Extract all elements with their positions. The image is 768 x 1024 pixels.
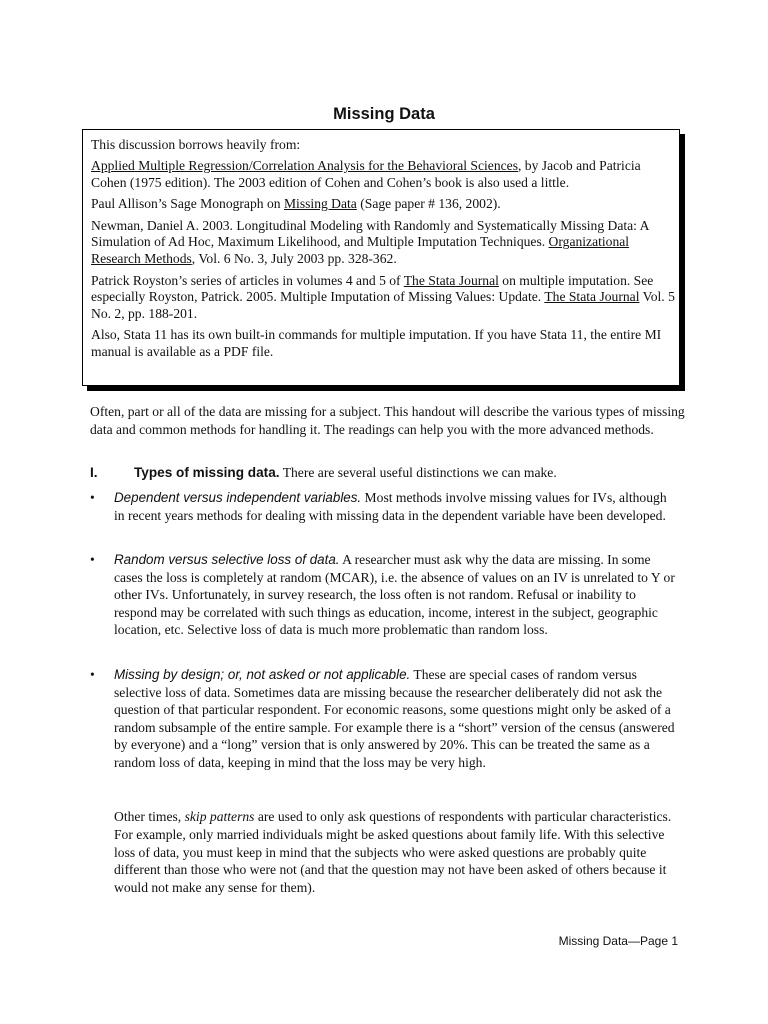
skip-pre: Other times, — [114, 809, 185, 824]
bullet-item-design — [90, 666, 690, 772]
source-allison — [91, 196, 675, 213]
skip-post: are used to only ask questions of respondents with particular characteristics. For example, only married individuals might be asked questions about family life. With this selective loss of data, you must keep in mind that the subjects who were asked questions are probably quite different than those who were not (and that the question may not have been asked of others because it would not make any sense for them). — [114, 809, 672, 896]
newman-post: , Vol. 6 No. 3, July 2003 pp. 328-362. — [191, 251, 397, 267]
bullet-item-dependent — [90, 489, 690, 524]
bullet-text — [114, 666, 680, 772]
cohen-book-title: Applied Multiple Regression/Correlation Analysis for the Behavioral Sciences — [91, 158, 518, 174]
bullet-body: These are special cases of random versus selective loss of data. Sometimes data are missing because the researcher deliberately did not ask the question of that particular respondent. For economic reasons, some questions might only be asked of a random subsample of the entire sample. For example there is a “short” version of the census (answered by everyone) and a “long” version that is only answered by 20%. This can be treated the same as a random loss of data, keeping in mind that the loss may be very high. — [114, 667, 675, 770]
section-number: I. — [90, 465, 98, 480]
skip-emphasis: skip patterns — [184, 809, 255, 824]
bullet-body: A researcher must ask why the data are missing. In some cases the loss is completely at random (MCAR), i.e. the absence of values on an IV is unrelated to Y or other IVs. Unfortunately, in survey research, the loss often is not random. Refusal or inability to respond may be correlated with such things as education, income, interest in the subject, geographic location, etc. Selective loss of data is much more problematic than random loss. — [114, 552, 675, 638]
page-title: Missing Data — [333, 105, 435, 123]
royston-post: Vol. 5 No. 2, pp. 188-201. — [91, 289, 675, 322]
page-footer: Missing Data—Page 1 — [558, 934, 678, 948]
source-royston — [91, 273, 675, 323]
intro-text: Often, part or all of the data are missing for a subject. This handout will describe the various types of missing data and common methods for handling it. The readings can help you with the more advanced methods. — [90, 404, 685, 437]
bullet-icon: • — [90, 667, 95, 682]
section-title: Types of missing data. — [134, 465, 280, 480]
skip-patterns-paragraph — [114, 808, 684, 897]
bullet-lead: Missing by design; or, not asked or not applicable. — [114, 667, 411, 682]
allison-pre: Paul Allison’s Sage Monograph on — [91, 196, 284, 212]
bullet-item-random — [90, 551, 690, 639]
bullet-text — [114, 489, 680, 524]
source-newman — [91, 218, 675, 268]
royston-journal-2: The Stata Journal — [544, 289, 640, 305]
newman-journal: Organizational Research Methods — [91, 234, 630, 267]
cohen-details: , by Jacob and Patricia Cohen (1975 edition). The 2003 edition of Cohen and Cohen’s book is also used a little. — [91, 158, 641, 191]
bullet-icon: • — [90, 552, 95, 567]
allison-post: (Sage paper # 136, 2002). — [356, 196, 501, 212]
section-heading-1 — [90, 464, 690, 481]
section-intro-text: There are several useful distinctions we can make. — [279, 465, 557, 480]
bullet-text — [114, 551, 680, 639]
sources-intro: This discussion borrows heavily from: — [91, 137, 301, 152]
bullet-lead: Random versus selective loss of data. — [114, 552, 340, 567]
source-stata: Also, Stata 11 has its own built-in commands for multiple imputation. If you have Stata 11, the entire MI manual is available as a PDF file. — [91, 327, 662, 360]
sources-box — [82, 129, 680, 386]
royston-journal-1: The Stata Journal — [403, 272, 499, 288]
royston-mid: on multiple imputation. See especially Royston, Patrick. 2005. Multiple Imputation of Missing Values: Update. — [91, 272, 654, 305]
bullet-lead: Dependent versus independent variables. — [114, 490, 362, 505]
royston-pre: Patrick Royston’s series of articles in volumes 4 and 5 of — [91, 272, 404, 288]
bullet-body: Most methods involve missing values for IVs, although in recent years methods for dealing with missing data in the dependent variable have been developed. — [114, 490, 667, 523]
source-cohen — [91, 158, 675, 192]
newman-pre: Newman, Daniel A. 2003. Longitudinal Modeling with Randomly and Systematically Missing Data: A Simulation of Ad Hoc, Maximum Likelihood, and Multiple Imputation Techniques. — [91, 217, 649, 250]
intro-paragraph — [90, 403, 690, 438]
bullet-icon: • — [90, 490, 95, 505]
allison-title: Missing Data — [283, 196, 357, 212]
